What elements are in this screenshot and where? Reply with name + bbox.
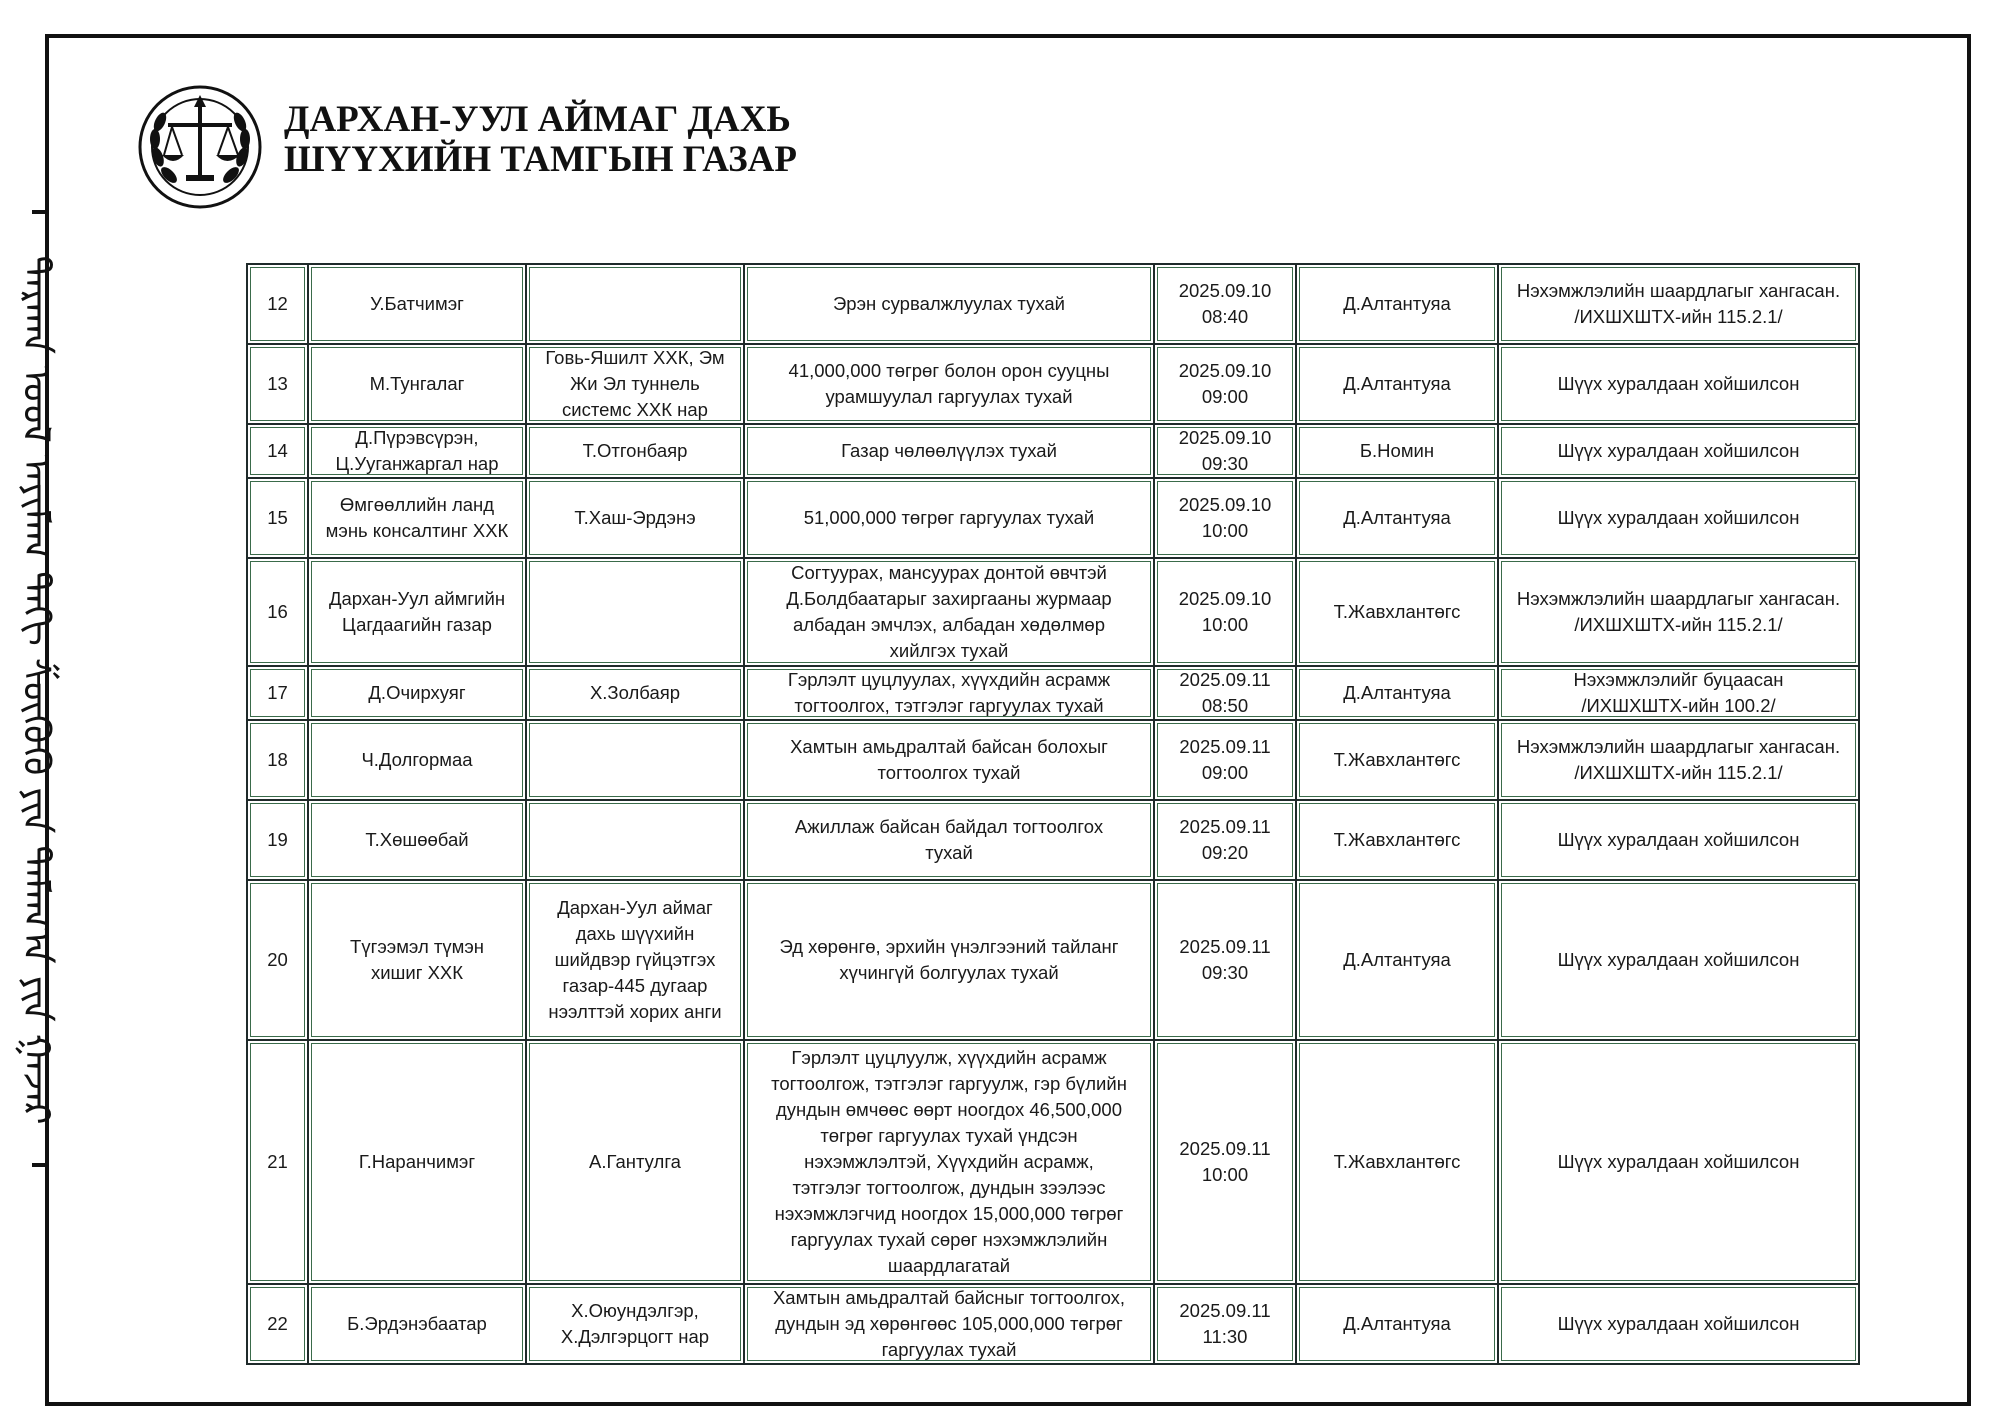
judge-line: Д.Алтантуяа xyxy=(1343,949,1451,970)
plaintiff-line: Д.Пүрэвсүрэн, xyxy=(355,427,479,448)
case-number-line: 21 xyxy=(267,1151,288,1172)
hearing-datetime xyxy=(1154,800,1296,880)
judge-line: Д.Алтантуяа xyxy=(1343,682,1451,703)
claim-line: урамшуулал гаргуулах тухай xyxy=(825,386,1073,407)
hearing-datetime-line: 09:20 xyxy=(1201,842,1249,863)
result-line: /ИХШХШТХ-ийн 115.2.1/ xyxy=(1574,762,1783,783)
case-number xyxy=(247,880,308,1040)
plaintiff xyxy=(308,344,526,424)
judge xyxy=(1296,344,1498,424)
hearing-datetime-line: 09:00 xyxy=(1201,762,1249,783)
hearing-datetime-line: 2025.09.11 xyxy=(1179,1138,1271,1159)
plaintiff xyxy=(308,1284,526,1364)
result-line: /ИХШХШТХ-ийн 115.2.1/ xyxy=(1574,306,1783,327)
case-number xyxy=(247,666,308,720)
case-number-line: 14 xyxy=(267,440,288,461)
claim xyxy=(744,558,1154,666)
result-line: /ИХШХШТХ-ийн 100.2/ xyxy=(1581,695,1776,716)
table-row xyxy=(247,880,1859,1040)
claim xyxy=(744,1040,1154,1284)
table-row xyxy=(247,424,1859,478)
claim xyxy=(744,478,1154,558)
plaintiff-line: Дархан-Уул аймгийн xyxy=(328,588,506,609)
plaintiff xyxy=(308,880,526,1040)
result-line: Шүүх хуралдаан хойшилсон xyxy=(1557,949,1800,970)
court-hearing-table xyxy=(246,263,1860,1365)
judge-line: Т.Жавхлантөгс xyxy=(1333,601,1461,622)
plaintiff-line: хишиг ХХК xyxy=(370,962,464,983)
defendant xyxy=(526,800,744,880)
claim-line: төгрөг гаргуулах тухай үндсэн xyxy=(820,1125,1078,1146)
hearing-datetime xyxy=(1154,720,1296,800)
judge-line: Т.Жавхлантөгс xyxy=(1333,749,1461,770)
table-row xyxy=(247,344,1859,424)
plaintiff-line: Т.Хөшөөбай xyxy=(365,829,469,850)
hearing-datetime-line: 08:50 xyxy=(1201,695,1249,716)
table-row xyxy=(247,800,1859,880)
margin-line-bottom xyxy=(32,1163,46,1167)
hearing-datetime-line: 2025.09.10 xyxy=(1178,494,1272,515)
judge-line: Т.Жавхлантөгс xyxy=(1333,829,1461,850)
plaintiff-line: Цагдаагийн газар xyxy=(342,614,492,635)
hearing-datetime-line: 09:00 xyxy=(1201,386,1249,407)
court-hearing-table-body xyxy=(247,264,1859,1364)
claim-line: Газар чөлөөлүүлэх тухай xyxy=(841,440,1057,461)
plaintiff-line: М.Тунгалаг xyxy=(369,373,465,394)
hearing-datetime xyxy=(1154,666,1296,720)
judge xyxy=(1296,1284,1498,1364)
claim-line: дундын эд хөрөнгөөс 105,000,000 төгрөг xyxy=(775,1313,1123,1334)
case-number xyxy=(247,478,308,558)
hearing-datetime-line: 2025.09.10 xyxy=(1178,427,1272,448)
result-line: Нэхэмжлэлийг буцаасан xyxy=(1573,669,1784,690)
defendant xyxy=(526,424,744,478)
judge xyxy=(1296,1040,1498,1284)
claim-line: нэхэмжлэлтэй, Хүүхдийн асрамж, xyxy=(804,1151,1094,1172)
claim-line: нэхэмжлэгчид ноогдох 15,000,000 төгрөг xyxy=(774,1203,1124,1224)
plaintiff-line: Г.Наранчимэг xyxy=(358,1151,476,1172)
claim xyxy=(744,720,1154,800)
claim-line: Д.Болдбаатарыг захиргааны журмаар xyxy=(786,588,1112,609)
hearing-datetime xyxy=(1154,344,1296,424)
plaintiff-line: мэнь консалтинг ХХК xyxy=(325,520,509,541)
hearing-datetime-line: 2025.09.11 xyxy=(1179,816,1271,837)
case-number xyxy=(247,800,308,880)
claim-line: дундын өмчөөс өөрт ноогдох 46,500,000 xyxy=(776,1099,1122,1120)
judge xyxy=(1296,558,1498,666)
hearing-datetime xyxy=(1154,558,1296,666)
defendant-line: нээлттэй хорих анги xyxy=(548,1001,722,1022)
claim-line: тогтоолгож, тэтгэлэг гаргуулж, гэр бүлийн xyxy=(771,1073,1127,1094)
table-row xyxy=(247,1284,1859,1364)
claim-line: тогтоолгох тухай xyxy=(877,762,1021,783)
case-number xyxy=(247,264,308,344)
result xyxy=(1498,344,1859,424)
judge xyxy=(1296,720,1498,800)
case-number-line: 18 xyxy=(267,749,288,770)
claim-line: Эд хөрөнгө, эрхийн үнэлгээний тайланг xyxy=(779,936,1119,957)
case-number-line: 16 xyxy=(267,601,288,622)
judge-line: Д.Алтантуяа xyxy=(1343,1313,1451,1334)
defendant-line: Х.Золбаяр xyxy=(589,682,681,703)
result xyxy=(1498,880,1859,1040)
claim-line: Эрэн сурвалжлуулах тухай xyxy=(833,293,1065,314)
hearing-datetime xyxy=(1154,1284,1296,1364)
defendant-line: газар-445 дугаар xyxy=(562,975,708,996)
claim-line: хүчингүй болгуулах тухай xyxy=(839,962,1059,983)
result xyxy=(1498,264,1859,344)
hearing-datetime-line: 09:30 xyxy=(1201,453,1249,474)
result xyxy=(1498,720,1859,800)
defendant xyxy=(526,720,744,800)
judge-line: Т.Жавхлантөгс xyxy=(1333,1151,1461,1172)
plaintiff-line: Д.Очирхуяг xyxy=(368,682,466,703)
defendant-line: Дархан-Уул аймаг xyxy=(557,897,713,918)
case-number xyxy=(247,424,308,478)
defendant-line: Говь-Яшилт ХХК, Эм xyxy=(545,347,725,368)
claim xyxy=(744,344,1154,424)
defendant-line: системс ХХК нар xyxy=(562,399,708,420)
hearing-datetime-line: 10:00 xyxy=(1201,614,1249,635)
claim-line: албадан эмчлэх, албадан хөдөлмөр xyxy=(792,614,1106,635)
case-number-line: 15 xyxy=(267,507,288,528)
table-row xyxy=(247,558,1859,666)
hearing-datetime-line: 11:30 xyxy=(1202,1326,1248,1347)
defendant xyxy=(526,880,744,1040)
table-row xyxy=(247,720,1859,800)
result-line: Шүүх хуралдаан хойшилсон xyxy=(1557,507,1800,528)
defendant-line: А.Гантулга xyxy=(589,1151,681,1172)
claim-line: тэтгэлэг тогтоолгож, дундын зээлээс xyxy=(792,1177,1106,1198)
hearing-datetime-line: 2025.09.11 xyxy=(1179,1300,1271,1321)
hearing-datetime xyxy=(1154,264,1296,344)
result-line: Шүүх хуралдаан хойшилсон xyxy=(1557,1151,1800,1172)
defendant-line: Х.Оюундэлгэр, xyxy=(571,1300,699,1321)
claim-line: Хамтын амьдралтай байсан болохыг xyxy=(790,736,1108,757)
case-number-line: 20 xyxy=(267,949,288,970)
defendant xyxy=(526,1284,744,1364)
claim-line: Ажиллаж байсан байдал тогтоолгох xyxy=(794,816,1104,837)
plaintiff xyxy=(308,666,526,720)
plaintiff xyxy=(308,424,526,478)
plaintiff xyxy=(308,478,526,558)
result-line: Шүүх хуралдаан хойшилсон xyxy=(1557,373,1800,394)
plaintiff-line: Ч.Долгормаа xyxy=(361,749,473,770)
claim xyxy=(744,424,1154,478)
plaintiff xyxy=(308,558,526,666)
result-line: Нэхэмжлэлийн шаардлагыг хангасан. xyxy=(1516,588,1841,609)
defendant-line: Жи Эл туннель xyxy=(570,373,700,394)
hearing-datetime-line: 2025.09.11 xyxy=(1179,936,1271,957)
judge xyxy=(1296,880,1498,1040)
plaintiff xyxy=(308,720,526,800)
table-row xyxy=(247,478,1859,558)
claim-line: Гэрлэлт цуцлуулах, хүүхдийн асрамж xyxy=(787,669,1111,690)
defendant-line: Т.Отгонбаяр xyxy=(582,440,688,461)
organization-name xyxy=(284,100,797,180)
judge-line: Б.Номин xyxy=(1359,440,1435,461)
hearing-datetime-line: 2025.09.11 xyxy=(1179,669,1271,690)
result-line: /ИХШХШТХ-ийн 115.2.1/ xyxy=(1574,614,1783,635)
plaintiff xyxy=(308,264,526,344)
vertical-mongolian-script xyxy=(10,220,80,1160)
case-number xyxy=(247,1040,308,1284)
result xyxy=(1498,478,1859,558)
result-line: Шүүх хуралдаан хойшилсон xyxy=(1557,440,1800,461)
claim xyxy=(744,1284,1154,1364)
judge xyxy=(1296,666,1498,720)
scales-of-justice-emblem-icon xyxy=(138,85,262,209)
judge xyxy=(1296,264,1498,344)
result xyxy=(1498,800,1859,880)
defendant xyxy=(526,264,744,344)
case-number-line: 13 xyxy=(267,373,288,394)
case-number xyxy=(247,720,308,800)
table-row xyxy=(247,666,1859,720)
claim xyxy=(744,880,1154,1040)
case-number-line: 22 xyxy=(267,1313,288,1334)
case-number-line: 17 xyxy=(267,682,288,703)
result xyxy=(1498,1284,1859,1364)
hearing-datetime-line: 08:40 xyxy=(1201,306,1249,327)
case-number xyxy=(247,344,308,424)
plaintiff-line: Ц.Ууганжаргал нар xyxy=(335,453,499,474)
claim xyxy=(744,666,1154,720)
defendant-line: Т.Хаш-Эрдэнэ xyxy=(574,507,696,528)
table-row xyxy=(247,264,1859,344)
claim-line: хийлгэх тухай xyxy=(889,640,1009,661)
case-number-line: 12 xyxy=(267,293,288,314)
claim-line: Гэрлэлт цуцлуулж, хүүхдийн асрамж xyxy=(791,1047,1107,1068)
claim-line: тухай xyxy=(925,842,973,863)
hearing-datetime-line: 2025.09.10 xyxy=(1178,280,1272,301)
claim xyxy=(744,264,1154,344)
result xyxy=(1498,558,1859,666)
defendant-line: Х.Дэлгэрцогт нар xyxy=(560,1326,710,1347)
claim xyxy=(744,800,1154,880)
claim-line: гаргуулах тухай xyxy=(881,1339,1017,1360)
judge xyxy=(1296,424,1498,478)
hearing-datetime-line: 2025.09.10 xyxy=(1178,360,1272,381)
judge-line: Д.Алтантуяа xyxy=(1343,373,1451,394)
claim-line: Хамтын амьдралтай байсныг тогтоолгох, xyxy=(772,1287,1126,1308)
result-line: Шүүх хуралдаан хойшилсон xyxy=(1557,829,1800,850)
claim-line: шаардлагатай xyxy=(887,1255,1011,1276)
case-number xyxy=(247,558,308,666)
defendant xyxy=(526,478,744,558)
plaintiff-line: Өмгөөллийн ланд xyxy=(339,494,495,515)
defendant xyxy=(526,344,744,424)
plaintiff-line: У.Батчимэг xyxy=(370,293,464,314)
judge-line: Д.Алтантуяа xyxy=(1343,293,1451,314)
plaintiff xyxy=(308,1040,526,1284)
judge-line: Д.Алтантуяа xyxy=(1343,507,1451,528)
claim-line: Согтуурах, мансуурах донтой өвчтэй xyxy=(791,562,1107,583)
plaintiff-line: Б.Эрдэнэбаатар xyxy=(347,1313,487,1334)
judge xyxy=(1296,478,1498,558)
hearing-datetime-line: 10:00 xyxy=(1201,520,1249,541)
org-name-line2: ШҮҮХИЙН ТАМГЫН ГАЗАР xyxy=(284,139,797,180)
hearing-datetime xyxy=(1154,478,1296,558)
margin-line-top xyxy=(32,210,46,214)
hearing-datetime xyxy=(1154,424,1296,478)
org-name-line1: ДАРХАН-УУЛ АЙМАГ ДАХЬ xyxy=(284,99,791,140)
hearing-datetime-line: 2025.09.11 xyxy=(1179,736,1271,757)
result-line: Шүүх хуралдаан хойшилсон xyxy=(1557,1313,1800,1334)
case-number xyxy=(247,1284,308,1364)
result-line: Нэхэмжлэлийн шаардлагыг хангасан. xyxy=(1516,280,1841,301)
hearing-datetime-line: 09:30 xyxy=(1201,962,1249,983)
plaintiff xyxy=(308,800,526,880)
claim-line: 41,000,000 төгрөг болон орон сууцны xyxy=(788,360,1110,381)
defendant xyxy=(526,1040,744,1284)
defendant-line: шийдвэр гүйцэтгэх xyxy=(554,949,716,970)
result xyxy=(1498,1040,1859,1284)
result-line: Нэхэмжлэлийн шаардлагыг хангасан. xyxy=(1516,736,1841,757)
table-row xyxy=(247,1040,1859,1284)
defendant xyxy=(526,666,744,720)
result xyxy=(1498,424,1859,478)
plaintiff-line: Түгээмэл түмэн xyxy=(350,936,484,957)
vertical-script-text: ᠳᠠᠷᠬᠠᠨ ᠤᠤᠯ ᠠᠶᠢᠮᠠᠭ ᠳᠠᠬᠢ ᠱᠦᠭᠦᠬᠦ ᠶᠢᠨ ᠲᠠᠮᠠᠭ᠎ᠠ ᠶᠢᠨ ᠭᠠᠵᠠᠷ xyxy=(15,255,60,1125)
hearing-datetime xyxy=(1154,880,1296,1040)
judge xyxy=(1296,800,1498,880)
defendant xyxy=(526,558,744,666)
hearing-datetime-line: 2025.09.10 xyxy=(1178,588,1272,609)
result xyxy=(1498,666,1859,720)
claim-line: тогтоолгох, тэтгэлэг гаргуулах тухай xyxy=(794,695,1104,716)
claim-line: 51,000,000 төгрөг гаргуулах тухай xyxy=(803,507,1095,528)
claim-line: гаргуулах тухай сөрөг нэхэмжлэлийн xyxy=(790,1229,1108,1250)
hearing-datetime-line: 10:00 xyxy=(1201,1164,1249,1185)
defendant-line: дахь шүүхийн xyxy=(575,923,695,944)
case-number-line: 19 xyxy=(267,829,288,850)
hearing-datetime xyxy=(1154,1040,1296,1284)
